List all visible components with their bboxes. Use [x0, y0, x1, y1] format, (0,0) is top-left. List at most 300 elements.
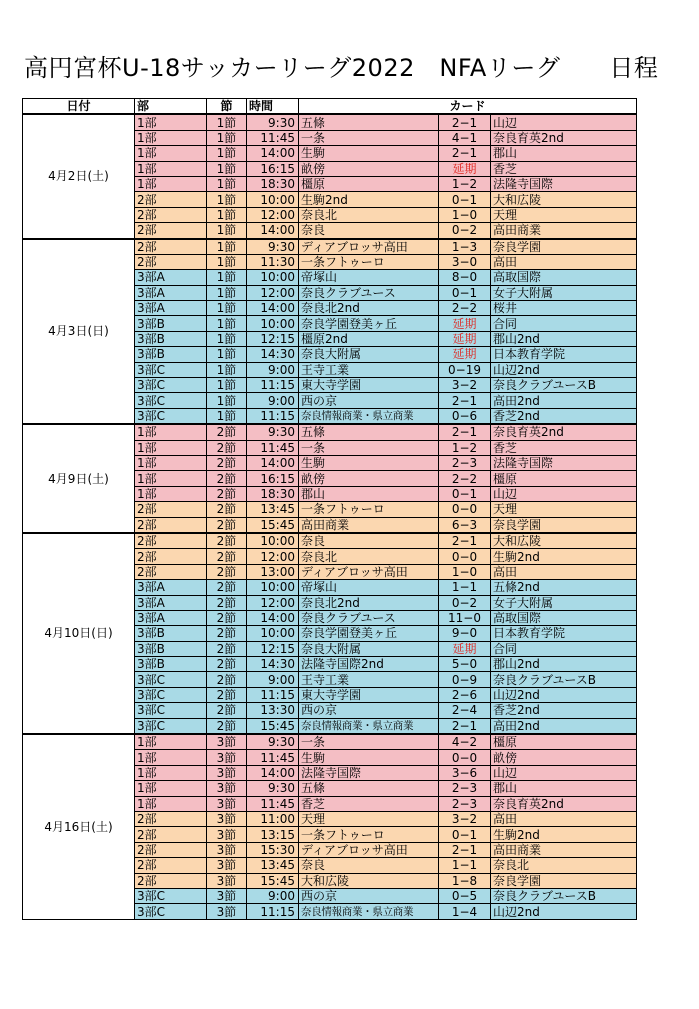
date-cell: 4月9日(土): [23, 424, 135, 533]
time-cell: 11:45: [247, 440, 299, 455]
away-team-cell: 合同: [491, 316, 637, 331]
home-team-cell: 奈良北: [299, 549, 439, 564]
division-cell: 3部B: [135, 641, 207, 656]
away-team-cell: 香芝: [491, 440, 637, 455]
division-cell: 1部: [135, 114, 207, 130]
round-cell: 2節: [207, 549, 247, 564]
time-cell: 14:30: [247, 657, 299, 672]
home-team-cell: 奈良情報商業・県立商業: [299, 408, 439, 424]
division-cell: 3部A: [135, 270, 207, 285]
time-cell: 14:30: [247, 347, 299, 362]
round-cell: 3節: [207, 888, 247, 903]
time-cell: 9:30: [247, 239, 299, 255]
away-team-cell: 日本教育学院: [491, 626, 637, 641]
division-cell: 2部: [135, 858, 207, 873]
division-cell: 1部: [135, 486, 207, 501]
away-team-cell: 香芝2nd: [491, 408, 637, 424]
home-team-cell: 奈良クラブユース: [299, 610, 439, 625]
division-cell: 3部B: [135, 626, 207, 641]
score-cell: 0−0: [439, 549, 491, 564]
time-cell: 9:00: [247, 672, 299, 687]
away-team-cell: 奈良育英2nd: [491, 796, 637, 811]
division-cell: 3部C: [135, 408, 207, 424]
away-team-cell: 奈良育英2nd: [491, 424, 637, 440]
time-cell: 15:30: [247, 842, 299, 857]
away-team-cell: 女子大附属: [491, 285, 637, 300]
away-team-cell: 奈良育英2nd: [491, 130, 637, 145]
division-cell: 2部: [135, 223, 207, 239]
home-team-cell: 一条フトゥーロ: [299, 502, 439, 517]
round-cell: 1節: [207, 130, 247, 145]
round-cell: 1節: [207, 207, 247, 222]
division-cell: 1部: [135, 161, 207, 176]
score-cell: 1−1: [439, 580, 491, 595]
score-cell: 1−4: [439, 904, 491, 919]
time-cell: 12:00: [247, 207, 299, 222]
round-cell: 3節: [207, 873, 247, 888]
division-cell: 3部B: [135, 657, 207, 672]
time-cell: 10:00: [247, 580, 299, 595]
round-cell: 1節: [207, 408, 247, 424]
away-team-cell: 高田: [491, 254, 637, 269]
away-team-cell: 畝傍: [491, 750, 637, 765]
away-team-cell: 天理: [491, 502, 637, 517]
time-cell: 12:00: [247, 595, 299, 610]
home-team-cell: 生駒2nd: [299, 192, 439, 207]
round-cell: 2節: [207, 471, 247, 486]
home-team-cell: 奈良クラブユース: [299, 285, 439, 300]
round-cell: 1節: [207, 176, 247, 191]
home-team-cell: 一条: [299, 440, 439, 455]
home-team-cell: 奈良学園登美ヶ丘: [299, 316, 439, 331]
away-team-cell: 奈良クラブユースB: [491, 888, 637, 903]
time-cell: 11:15: [247, 687, 299, 702]
division-cell: 1部: [135, 750, 207, 765]
round-cell: 2節: [207, 533, 247, 549]
home-team-cell: 一条: [299, 734, 439, 750]
home-team-cell: 奈良北2nd: [299, 301, 439, 316]
away-team-cell: 山辺2nd: [491, 687, 637, 702]
home-team-cell: 西の京: [299, 393, 439, 408]
date-cell: 4月10日(日): [23, 533, 135, 734]
time-cell: 14:00: [247, 765, 299, 780]
round-cell: 3節: [207, 842, 247, 857]
time-cell: 10:00: [247, 270, 299, 285]
round-cell: 1節: [207, 362, 247, 377]
time-cell: 13:45: [247, 858, 299, 873]
home-team-cell: 生駒: [299, 750, 439, 765]
away-team-cell: 奈良クラブユースB: [491, 378, 637, 393]
home-team-cell: 奈良: [299, 223, 439, 239]
division-cell: 3部C: [135, 687, 207, 702]
score-cell: 3−6: [439, 765, 491, 780]
score-cell: 0−1: [439, 486, 491, 501]
round-cell: 2節: [207, 517, 247, 533]
division-cell: 1部: [135, 424, 207, 440]
score-cell: 0−1: [439, 827, 491, 842]
score-cell: 2−2: [439, 471, 491, 486]
header-time: 時間: [247, 99, 299, 115]
round-cell: 2節: [207, 440, 247, 455]
score-cell: 2−1: [439, 842, 491, 857]
round-cell: 3節: [207, 796, 247, 811]
home-team-cell: 橿原: [299, 176, 439, 191]
away-team-cell: 橿原: [491, 471, 637, 486]
division-cell: 1部: [135, 176, 207, 191]
time-cell: 9:30: [247, 781, 299, 796]
home-team-cell: 東大寺学園: [299, 378, 439, 393]
home-team-cell: 奈良北: [299, 207, 439, 222]
division-cell: 2部: [135, 827, 207, 842]
division-cell: 3部C: [135, 393, 207, 408]
time-cell: 9:30: [247, 424, 299, 440]
score-cell: 2−3: [439, 781, 491, 796]
division-cell: 3部B: [135, 316, 207, 331]
away-team-cell: 女子大附属: [491, 595, 637, 610]
time-cell: 10:00: [247, 316, 299, 331]
score-cell: 2−1: [439, 146, 491, 161]
home-team-cell: 天理: [299, 811, 439, 826]
away-team-cell: 高田2nd: [491, 393, 637, 408]
division-cell: 1部: [135, 146, 207, 161]
time-cell: 18:30: [247, 486, 299, 501]
match-row: [23, 239, 637, 255]
score-cell: 0−0: [439, 750, 491, 765]
home-team-cell: 奈良学園登美ヶ丘: [299, 626, 439, 641]
round-cell: 1節: [207, 254, 247, 269]
round-cell: 1節: [207, 285, 247, 300]
time-cell: 11:30: [247, 254, 299, 269]
match-row: [23, 424, 637, 440]
score-cell: 1−2: [439, 176, 491, 191]
time-cell: 14:00: [247, 455, 299, 470]
score-cell: 0−1: [439, 285, 491, 300]
home-team-cell: 東大寺学園: [299, 687, 439, 702]
round-cell: 2節: [207, 502, 247, 517]
away-team-cell: 奈良クラブユースB: [491, 672, 637, 687]
score-cell: 延期: [439, 641, 491, 656]
header-division: 部: [135, 99, 207, 115]
score-cell: 11−0: [439, 610, 491, 625]
time-cell: 11:45: [247, 130, 299, 145]
away-team-cell: 高田: [491, 811, 637, 826]
away-team-cell: 郡山: [491, 781, 637, 796]
score-cell: 延期: [439, 347, 491, 362]
score-cell: 4−1: [439, 130, 491, 145]
score-cell: 2−1: [439, 393, 491, 408]
header-card: カード: [299, 99, 637, 115]
division-cell: 3部C: [135, 904, 207, 919]
round-cell: 1節: [207, 378, 247, 393]
home-team-cell: 高田商業: [299, 517, 439, 533]
round-cell: 2節: [207, 687, 247, 702]
time-cell: 16:15: [247, 161, 299, 176]
time-cell: 18:30: [247, 176, 299, 191]
round-cell: 1節: [207, 192, 247, 207]
away-team-cell: 奈良北: [491, 858, 637, 873]
round-cell: 2節: [207, 641, 247, 656]
time-cell: 13:30: [247, 703, 299, 718]
round-cell: 1節: [207, 393, 247, 408]
date-cell: 4月3日(日): [23, 239, 135, 425]
score-cell: 0−0: [439, 502, 491, 517]
round-cell: 2節: [207, 564, 247, 579]
division-cell: 1部: [135, 734, 207, 750]
division-cell: 2部: [135, 533, 207, 549]
score-cell: 1−0: [439, 564, 491, 579]
home-team-cell: 奈良情報商業・県立商業: [299, 904, 439, 919]
time-cell: 12:00: [247, 285, 299, 300]
round-cell: 1節: [207, 316, 247, 331]
score-cell: 2−1: [439, 424, 491, 440]
division-cell: 3部C: [135, 888, 207, 903]
page-title: 高円宮杯U-18サッカーリーグ2022 NFAリーグ 日程: [24, 54, 659, 82]
away-team-cell: 山辺: [491, 114, 637, 130]
division-cell: 3部A: [135, 580, 207, 595]
division-cell: 3部A: [135, 610, 207, 625]
division-cell: 2部: [135, 842, 207, 857]
time-cell: 15:45: [247, 873, 299, 888]
score-cell: 2−1: [439, 533, 491, 549]
away-team-cell: 香芝: [491, 161, 637, 176]
away-team-cell: 高取国際: [491, 610, 637, 625]
time-cell: 11:00: [247, 811, 299, 826]
home-team-cell: 奈良北2nd: [299, 595, 439, 610]
away-team-cell: 山辺2nd: [491, 362, 637, 377]
time-cell: 14:00: [247, 146, 299, 161]
away-team-cell: 山辺: [491, 486, 637, 501]
round-cell: 2節: [207, 672, 247, 687]
away-team-cell: 奈良学園: [491, 239, 637, 255]
header-date: 日付: [23, 99, 135, 115]
round-cell: 2節: [207, 424, 247, 440]
time-cell: 10:00: [247, 626, 299, 641]
division-cell: 1部: [135, 471, 207, 486]
division-cell: 2部: [135, 192, 207, 207]
away-team-cell: 生駒2nd: [491, 549, 637, 564]
time-cell: 10:00: [247, 192, 299, 207]
home-team-cell: 王寺工業: [299, 362, 439, 377]
score-cell: 2−6: [439, 687, 491, 702]
away-team-cell: 郡山: [491, 146, 637, 161]
time-cell: 13:15: [247, 827, 299, 842]
time-cell: 12:15: [247, 331, 299, 346]
time-cell: 14:00: [247, 610, 299, 625]
away-team-cell: 生駒2nd: [491, 827, 637, 842]
away-team-cell: 高取国際: [491, 270, 637, 285]
home-team-cell: ディアブロッサ高田: [299, 842, 439, 857]
time-cell: 11:45: [247, 796, 299, 811]
round-cell: 3節: [207, 750, 247, 765]
home-team-cell: 奈良大附属: [299, 641, 439, 656]
home-team-cell: 生駒: [299, 146, 439, 161]
round-cell: 1節: [207, 347, 247, 362]
time-cell: 11:15: [247, 904, 299, 919]
division-cell: 2部: [135, 254, 207, 269]
home-team-cell: 畝傍: [299, 471, 439, 486]
division-cell: 3部C: [135, 378, 207, 393]
round-cell: 2節: [207, 595, 247, 610]
round-cell: 3節: [207, 781, 247, 796]
away-team-cell: 五條2nd: [491, 580, 637, 595]
score-cell: 3−2: [439, 811, 491, 826]
time-cell: 9:30: [247, 114, 299, 130]
time-cell: 15:45: [247, 517, 299, 533]
match-row: [23, 734, 637, 750]
division-cell: 3部B: [135, 347, 207, 362]
score-cell: 0−9: [439, 672, 491, 687]
score-cell: 0−2: [439, 223, 491, 239]
time-cell: 11:15: [247, 378, 299, 393]
home-team-cell: 一条フトゥーロ: [299, 827, 439, 842]
score-cell: 2−3: [439, 455, 491, 470]
score-cell: 延期: [439, 331, 491, 346]
time-cell: 9:30: [247, 734, 299, 750]
score-cell: 4−2: [439, 734, 491, 750]
home-team-cell: 一条フトゥーロ: [299, 254, 439, 269]
home-team-cell: ディアブロッサ高田: [299, 239, 439, 255]
division-cell: 2部: [135, 873, 207, 888]
round-cell: 1節: [207, 239, 247, 255]
home-team-cell: 西の京: [299, 703, 439, 718]
away-team-cell: 高田商業: [491, 842, 637, 857]
division-cell: 1部: [135, 455, 207, 470]
time-cell: 14:00: [247, 223, 299, 239]
division-cell: 2部: [135, 239, 207, 255]
score-cell: 2−1: [439, 114, 491, 130]
away-team-cell: 日本教育学院: [491, 347, 637, 362]
division-cell: 2部: [135, 811, 207, 826]
round-cell: 3節: [207, 765, 247, 780]
time-cell: 16:15: [247, 471, 299, 486]
header-row: [23, 99, 637, 115]
match-row: [23, 533, 637, 549]
score-cell: 6−3: [439, 517, 491, 533]
round-cell: 2節: [207, 455, 247, 470]
round-cell: 3節: [207, 904, 247, 919]
home-team-cell: 生駒: [299, 455, 439, 470]
away-team-cell: 奈良学園: [491, 873, 637, 888]
home-team-cell: 大和広陵: [299, 873, 439, 888]
time-cell: 9:00: [247, 888, 299, 903]
round-cell: 1節: [207, 270, 247, 285]
round-cell: 1節: [207, 223, 247, 239]
away-team-cell: 大和広陵: [491, 192, 637, 207]
home-team-cell: 奈良: [299, 533, 439, 549]
division-cell: 1部: [135, 765, 207, 780]
away-team-cell: 合同: [491, 641, 637, 656]
match-row: [23, 114, 637, 130]
home-team-cell: 五條: [299, 114, 439, 130]
time-cell: 11:45: [247, 750, 299, 765]
score-cell: 0−19: [439, 362, 491, 377]
home-team-cell: 奈良大附属: [299, 347, 439, 362]
time-cell: 12:00: [247, 549, 299, 564]
away-team-cell: 郡山2nd: [491, 657, 637, 672]
time-cell: 11:15: [247, 408, 299, 424]
time-cell: 15:45: [247, 718, 299, 734]
division-cell: 3部C: [135, 703, 207, 718]
home-team-cell: 法隆寺国際2nd: [299, 657, 439, 672]
round-cell: 2節: [207, 486, 247, 501]
round-cell: 3節: [207, 734, 247, 750]
away-team-cell: 山辺: [491, 765, 637, 780]
time-cell: 9:00: [247, 362, 299, 377]
division-cell: 2部: [135, 502, 207, 517]
score-cell: 2−4: [439, 703, 491, 718]
time-cell: 9:00: [247, 393, 299, 408]
home-team-cell: 奈良情報商業・県立商業: [299, 718, 439, 734]
division-cell: 3部A: [135, 285, 207, 300]
score-cell: 0−1: [439, 192, 491, 207]
score-cell: 2−3: [439, 796, 491, 811]
away-team-cell: 大和広陵: [491, 533, 637, 549]
score-cell: 1−0: [439, 207, 491, 222]
away-team-cell: 天理: [491, 207, 637, 222]
home-team-cell: 一条: [299, 130, 439, 145]
round-cell: 2節: [207, 580, 247, 595]
away-team-cell: 法隆寺国際: [491, 455, 637, 470]
away-team-cell: 桜井: [491, 301, 637, 316]
division-cell: 3部C: [135, 362, 207, 377]
round-cell: 1節: [207, 331, 247, 346]
time-cell: 13:45: [247, 502, 299, 517]
score-cell: 9−0: [439, 626, 491, 641]
round-cell: 1節: [207, 301, 247, 316]
round-cell: 2節: [207, 718, 247, 734]
round-cell: 2節: [207, 657, 247, 672]
round-cell: 1節: [207, 114, 247, 130]
time-cell: 13:00: [247, 564, 299, 579]
round-cell: 2節: [207, 610, 247, 625]
home-team-cell: 五條: [299, 781, 439, 796]
division-cell: 1部: [135, 796, 207, 811]
division-cell: 3部B: [135, 331, 207, 346]
round-cell: 3節: [207, 858, 247, 873]
away-team-cell: 高田商業: [491, 223, 637, 239]
home-team-cell: 帝塚山: [299, 580, 439, 595]
away-team-cell: 奈良学園: [491, 517, 637, 533]
away-team-cell: 高田2nd: [491, 718, 637, 734]
score-cell: 2−1: [439, 718, 491, 734]
time-cell: 10:00: [247, 533, 299, 549]
score-cell: 8−0: [439, 270, 491, 285]
round-cell: 3節: [207, 827, 247, 842]
date-cell: 4月2日(土): [23, 114, 135, 238]
home-team-cell: 五條: [299, 424, 439, 440]
away-team-cell: 山辺2nd: [491, 904, 637, 919]
home-team-cell: 王寺工業: [299, 672, 439, 687]
schedule-table: [22, 98, 637, 920]
division-cell: 1部: [135, 130, 207, 145]
round-cell: 1節: [207, 161, 247, 176]
home-team-cell: 西の京: [299, 888, 439, 903]
away-team-cell: 香芝2nd: [491, 703, 637, 718]
division-cell: 3部C: [135, 672, 207, 687]
date-cell: 4月16日(土): [23, 734, 135, 919]
home-team-cell: 橿原2nd: [299, 331, 439, 346]
away-team-cell: 法隆寺国際: [491, 176, 637, 191]
time-cell: 12:15: [247, 641, 299, 656]
division-cell: 1部: [135, 440, 207, 455]
score-cell: 0−6: [439, 408, 491, 424]
score-cell: 3−0: [439, 254, 491, 269]
division-cell: 3部A: [135, 595, 207, 610]
home-team-cell: 畝傍: [299, 161, 439, 176]
division-cell: 2部: [135, 549, 207, 564]
score-cell: 3−2: [439, 378, 491, 393]
home-team-cell: 郡山: [299, 486, 439, 501]
